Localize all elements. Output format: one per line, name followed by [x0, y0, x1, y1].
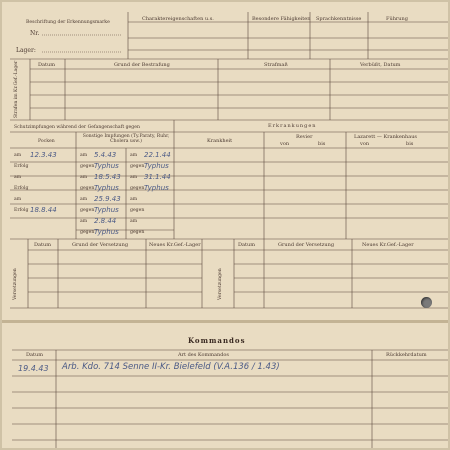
impf-right-label: am: [130, 153, 138, 158]
punch-hole: [421, 297, 432, 308]
kommando-entry-date: 19.4.43: [18, 364, 49, 373]
impf-right-label: gegen: [130, 208, 145, 213]
impf-right-value: 22.1.44: [144, 151, 171, 159]
lazarett-header: Lazarett — Krankenhaus: [354, 134, 417, 140]
versetzung-neues-header-right: Neues Kr.Gef.-Lager: [362, 242, 414, 248]
kommandos-datum-header: Datum: [26, 352, 43, 358]
versetzung-grund-header-right: Grund der Versetzung: [278, 242, 335, 248]
impf-left-label: Erfolg: [14, 208, 29, 213]
impf-mid-value: Typhus: [94, 184, 119, 192]
impf-mid-value: Typhus: [94, 162, 119, 170]
versetzungen-side-label-right: Versetzungen: [218, 268, 223, 300]
impf-mid-label: gegen: [80, 164, 95, 169]
revier-bis-header: bis: [318, 141, 326, 147]
pocken-header: Pocken: [38, 139, 55, 144]
impf-right-label: am: [130, 219, 138, 224]
impf-left-label: am: [14, 175, 22, 180]
impf-mid-label: gegen: [80, 230, 95, 235]
impf-right-label: gegen: [130, 230, 145, 235]
verbuesst-header: Verbüßt, Datum: [360, 62, 401, 68]
impf-left-label: Erfolg: [14, 186, 29, 191]
sonstige-header: Sonstige Impfungen (Ty.Paraty, Ruhr, Cholera usw.): [82, 134, 170, 144]
impf-right-label: am: [130, 175, 138, 180]
impf-left-label: Erfolg: [14, 164, 29, 169]
impf-left-value: 12.3.43: [30, 151, 57, 159]
lager-label: Lager:: [16, 47, 36, 54]
kommandos-title: Kommandos: [188, 336, 246, 345]
strafen-datum-header: Datum: [38, 62, 55, 68]
erkrankungen-header: Erkrankungen: [268, 123, 317, 129]
kommandos-art-header: Art des Kommandos: [178, 352, 229, 358]
sprachkenntnisse-label: Sprachkenntnisse: [316, 16, 362, 22]
pow-record-card: [2, 2, 448, 448]
rueckkehr-header: Rückkehrdatum: [386, 352, 427, 358]
lazarett-von-header: von: [360, 141, 370, 147]
kommando-entry-text: Arb. Kdo. 714 Senne II-Kr. Bielefeld (V.A.136 / 1.43): [62, 362, 280, 372]
versetzung-datum-header-left: Datum: [34, 242, 51, 248]
strafmass-header: Strafmaß: [264, 62, 288, 68]
revier-von-header: von: [280, 141, 290, 147]
impf-header: Schutzimpfungen während der Gefangenschaft gegen: [14, 125, 140, 130]
versetzungen-side-label-left: Versetzungen: [13, 268, 18, 300]
impf-mid-value: Typhus: [94, 206, 119, 214]
faehigkeiten-label: Besondere Fähigkeiten: [252, 16, 311, 22]
impf-mid-value: 25.9.43: [94, 195, 121, 203]
impf-mid-label: am: [80, 219, 88, 224]
impf-left-label: am: [14, 197, 22, 202]
impf-right-label: gegen: [130, 164, 145, 169]
strafen-side-label: Strafen im Kr.Gef.-Lager: [14, 60, 19, 118]
impf-mid-value: 5.4.43: [94, 151, 117, 159]
char-label: Charaktereigenschaften u.s.: [142, 16, 214, 22]
impf-mid-value: Typhus: [94, 228, 119, 236]
form-grid-lines: [2, 2, 448, 448]
impf-mid-value: 2.8.44: [94, 217, 117, 225]
nr-label: Nr.: [30, 30, 40, 37]
impf-mid-value: 18.5.43: [94, 173, 121, 181]
impf-left-label: am: [14, 153, 22, 158]
impf-right-label: gegen: [130, 186, 145, 191]
tag-description-label: Beschriftung der Erkennungsmarke: [26, 20, 110, 25]
fuehrung-label: Führung: [386, 16, 408, 22]
impf-mid-label: gegen: [80, 208, 95, 213]
versetzung-neues-header-left: Neues Kr.Gef.-Lager: [149, 242, 201, 248]
revier-header: Revier: [296, 134, 313, 140]
impf-mid-label: am: [80, 175, 88, 180]
impf-left-value: 18.8.44: [30, 206, 57, 214]
impf-mid-label: am: [80, 197, 88, 202]
krankheit-header: Krankheit: [207, 138, 233, 144]
versetzung-datum-header-right: Datum: [238, 242, 255, 248]
impf-right-value: 31.1.44: [144, 173, 171, 181]
impf-mid-label: gegen: [80, 186, 95, 191]
versetzung-grund-header-left: Grund der Versetzung: [72, 242, 129, 248]
card-fold: [2, 320, 448, 323]
impf-right-label: am: [130, 197, 138, 202]
lazarett-bis-header: bis: [406, 141, 414, 147]
strafen-grund-header: Grund der Bestrafung: [114, 62, 170, 68]
impf-right-value: Typhus: [144, 162, 169, 170]
impf-right-value: Typhus: [144, 184, 169, 192]
impf-mid-label: am: [80, 153, 88, 158]
